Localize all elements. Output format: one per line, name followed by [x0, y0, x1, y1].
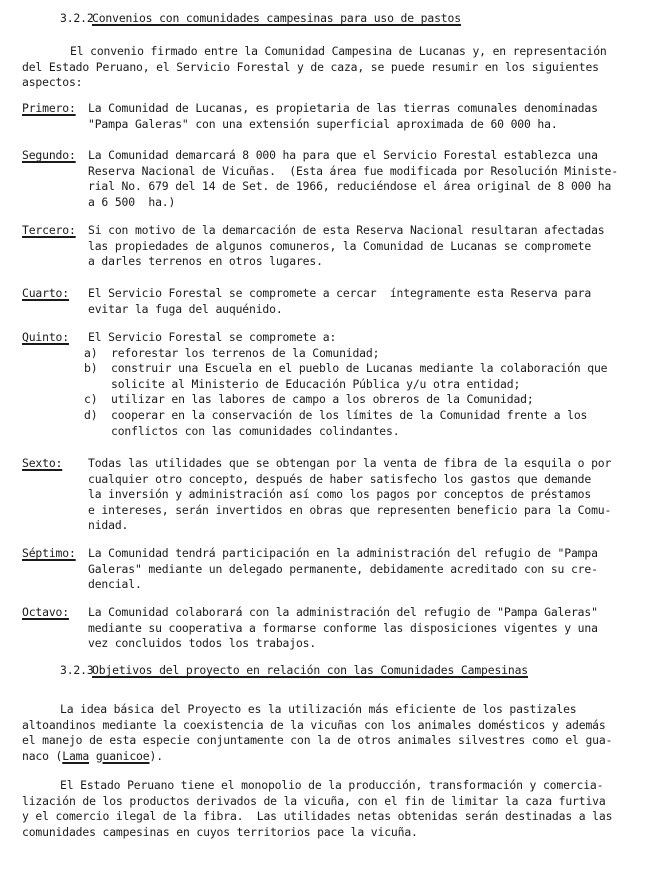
text-line: conflictos con las comunidades colindantes. — [111, 423, 400, 438]
text-line: El Servicio Forestal se compromete a cercar íntegramente esta Reserva para — [88, 286, 592, 300]
section-number: 3.2.3 — [60, 663, 94, 677]
text-line: e intereses, serán invertidos en obras que representen beneficio para la Comu- — [88, 502, 612, 517]
text-line: vez concluidos todos los trabajos. — [88, 636, 317, 651]
text-line: rial No. 679 del 14 de Set. de 1966, reduciéndose el área original de 8 000 ha — [88, 179, 612, 194]
text-line: La Comunidad de Lucanas, es propietaria de las tierras comunales denominadas — [88, 101, 598, 115]
text-line: El Servicio Forestal se compromete a: — [88, 330, 337, 344]
text-line: evitar la fuga del auquénido. — [88, 301, 283, 316]
clause-label: Cuarto: — [22, 286, 69, 300]
text-line: Si con motivo de la demarcación de esta Reserva Nacional resultaran afectadas — [88, 223, 605, 237]
clause-body — [88, 286, 591, 317]
text-line: las propiedades de algunos comuneros, la Comunidad de Lucanas se compromete — [88, 238, 592, 253]
clause-label: Séptimo: — [22, 546, 76, 560]
clause-label: Quinto: — [22, 330, 69, 344]
text-line: altoandinos mediante la coexistencia de la vicuñas con los animales domésticos y además — [22, 717, 606, 732]
text-line: La Comunidad tendrá participación en la administración del refugio de "Pampa — [88, 546, 598, 560]
text-line: la inversión y administración así como los pagos por conceptos de préstamos — [88, 487, 592, 502]
section-title: Objetivos del proyecto en relación con las Comunidades Campesinas — [92, 663, 529, 677]
list-item — [84, 407, 607, 439]
text-line: Reserva Nacional de Vicuñas. (Esta área fue modificada por Resolución Ministe- — [88, 163, 618, 178]
species-name: Lama — [62, 748, 90, 763]
text-line: solicite al Ministerio de Educación Pública y/u otra entidad; — [111, 376, 521, 391]
clause-body — [88, 101, 598, 132]
clause-body — [88, 148, 618, 210]
clause-body — [88, 456, 611, 534]
clause-body — [88, 605, 598, 652]
text-line: aspectos: — [22, 75, 83, 90]
text-line: a 6 500 ha.) — [88, 194, 176, 209]
text-line: utilizar en las labores de campo a los obreros de la Comunidad; — [111, 392, 534, 407]
clause-body — [84, 330, 608, 439]
list-marker: a) — [84, 345, 98, 360]
text-line: a darles terrenos en otros lugares. — [88, 254, 323, 269]
text-segment — [89, 749, 96, 763]
clause-label: Tercero: — [22, 223, 76, 237]
text-line: La Comunidad colaborará con la administración del refugio de "Pampa Galeras" — [88, 605, 598, 619]
clause-label: Octavo: — [22, 605, 69, 619]
text-line: Todas las utilidades que se obtengan por la venta de fibra de la esquila o por — [88, 456, 612, 470]
text-line: Galeras" mediante un delegado permanente, debidamente acreditado con su cre- — [88, 561, 598, 576]
text-line: comunidades campesinas en cuyos territorios pace la vicuña. — [22, 824, 418, 839]
text-segment: ). — [149, 748, 163, 763]
list-marker: d) — [84, 407, 98, 422]
clause-label: Segundo: — [22, 148, 76, 162]
text-line: "Pampa Galeras" con una extensión superficial aproximada de 60 000 ha. — [88, 116, 558, 131]
text-line: cooperar en la conservación de los límites de la Comunidad frente a los — [111, 407, 588, 422]
list-marker: b) — [84, 361, 98, 376]
text-line: reforestar los terrenos de la Comunidad; — [111, 345, 380, 360]
text-line: mediante su cooperativa a formarse conforme las disposiciones vigentes y una — [88, 620, 598, 635]
text-line: del Estado Peruano, el Servicio Forestal y de caza, se puede resumir en los siguientes — [22, 59, 599, 74]
text-line: El convenio firmado entre la Comunidad Campesina de Lucanas y, en representación — [70, 44, 607, 58]
list-item — [84, 361, 608, 392]
body-paragraph — [22, 702, 612, 764]
text-line: La idea básica del Proyecto es la utilización más eficiente de los pastizales — [60, 702, 577, 716]
text-line: La Comunidad demarcará 8 000 ha para que el Servicio Forestal establezca una — [88, 148, 598, 162]
list-item — [84, 345, 607, 362]
text-line: dencial. — [88, 577, 142, 592]
list-item — [84, 392, 607, 408]
text-line: el manejo de esta especie conjuntamente con la de otros animales silvestres como el gua- — [22, 733, 613, 748]
body-paragraph — [22, 778, 612, 840]
clause-body — [88, 546, 598, 593]
text-line — [22, 749, 612, 765]
list-marker: c) — [84, 392, 98, 407]
species-name: guanicoe — [95, 748, 150, 763]
clause-label: Sexto: — [22, 456, 63, 470]
text-line: cualquier otro concepto, después de haber satisfecho los gastos que demande — [88, 471, 592, 486]
clause-label: Primero: — [22, 101, 76, 115]
intro-paragraph — [22, 44, 607, 91]
section-number: 3.2.2 — [60, 11, 94, 25]
clause-body — [88, 223, 605, 270]
text-line: construir una Escuela en el pueblo de Lucanas mediante la colaboración que — [111, 361, 608, 376]
text-line: nidad. — [88, 518, 129, 533]
text-line: lización de los productos derivados de la vicuña, con el fin de limitar la caza furtiva — [22, 793, 606, 808]
text-line: y el comercio ilegal de la fibra. Las utilidades netas obtenidas serán destinadas a las — [22, 809, 613, 824]
text-segment: naco ( — [22, 748, 63, 763]
section-title: Convenios con comunidades campesinas para uso de pastos — [92, 11, 461, 25]
text-line: El Estado Peruano tiene el monopolio de la producción, transformación y comercia- — [60, 778, 604, 792]
